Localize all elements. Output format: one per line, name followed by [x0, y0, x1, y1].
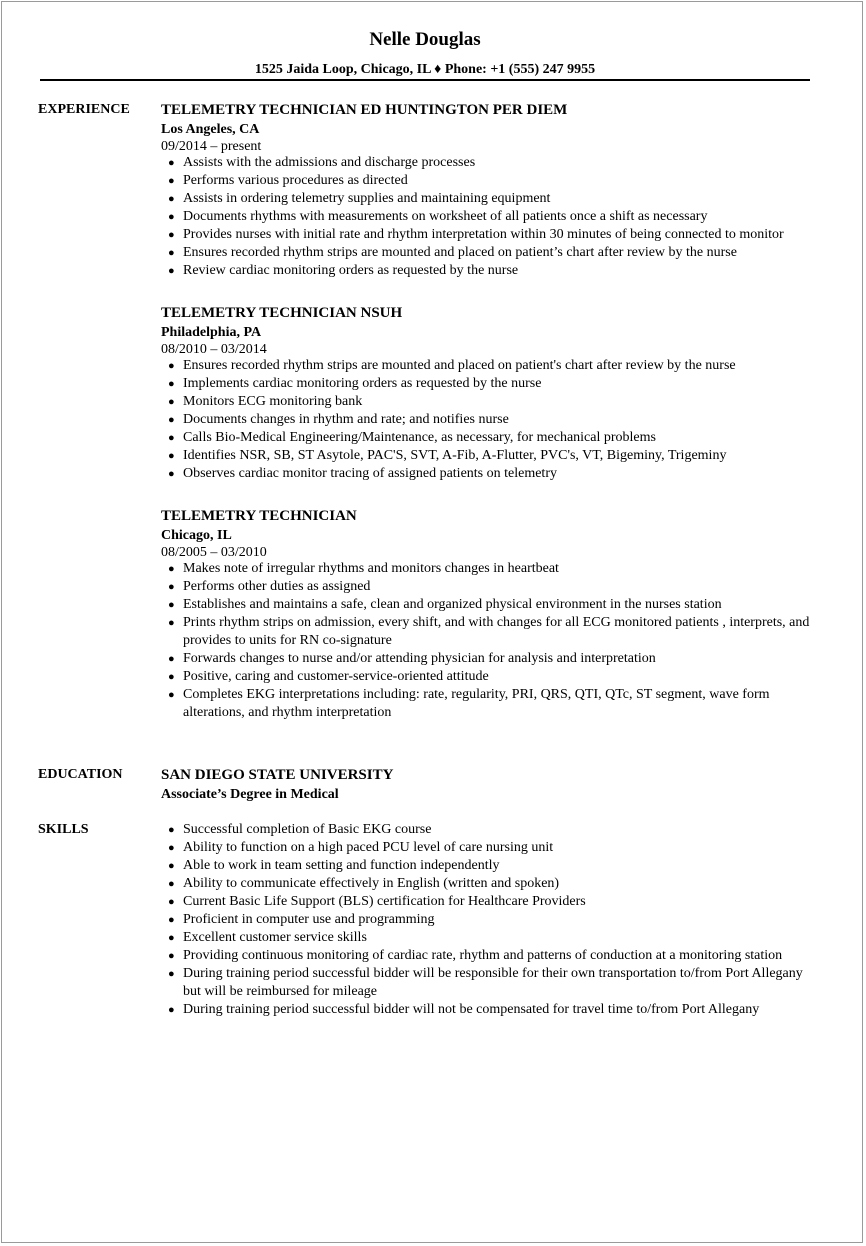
bullet-dot-icon: ●	[168, 653, 175, 665]
section-label-experience: EXPERIENCE	[38, 102, 130, 117]
bullet-text: Proficient in computer use and programming	[183, 912, 435, 927]
bullet-dot-icon: ●	[168, 247, 175, 259]
bullet-dot-icon: ●	[168, 265, 175, 277]
bullet-text: Observes cardiac monitor tracing of assigned patients on telemetry	[183, 466, 557, 481]
experience-list	[161, 101, 811, 746]
degree-name: Associate’s Degree in Medical	[161, 787, 339, 802]
job-dates: 09/2014 – present	[161, 139, 262, 154]
bullet-text: Review cardiac monitoring orders as requested by the nurse	[183, 263, 519, 278]
resume-header	[0, 27, 850, 79]
bullet-text: Completes EKG interpretations including: rate, regularity, PRI, QRS, QTI, QTc, ST segment, wave form alterations, and rhythm interpretation	[183, 687, 770, 720]
list-item	[168, 429, 811, 447]
job-entry	[161, 101, 811, 280]
job-bullets	[161, 357, 811, 483]
list-item	[168, 465, 811, 483]
list-item	[168, 226, 811, 244]
bullet-dot-icon: ●	[168, 950, 175, 962]
bullet-text: Assists with the admissions and discharge processes	[183, 155, 476, 170]
bullet-text: Assists in ordering telemetry supplies and maintaining equipment	[183, 191, 551, 206]
list-item	[168, 357, 811, 375]
candidate-name: Nelle Douglas	[369, 29, 481, 50]
list-item	[168, 650, 811, 668]
bullet-dot-icon: ●	[168, 824, 175, 836]
list-item	[168, 190, 811, 208]
bullet-text: Providing continuous monitoring of cardiac rate, rhythm and patterns of conduction at a monitoring station	[183, 948, 783, 963]
job-entry	[161, 304, 811, 483]
list-item	[168, 821, 811, 839]
section-label-education: EDUCATION	[38, 767, 123, 782]
list-item	[168, 1001, 811, 1019]
list-item	[168, 393, 811, 411]
bullet-dot-icon: ●	[168, 617, 175, 629]
bullet-text: Implements cardiac monitoring orders as requested by the nurse	[183, 376, 542, 391]
list-item	[168, 965, 811, 1001]
job-location: Chicago, IL	[161, 528, 232, 543]
bullet-dot-icon: ●	[168, 396, 175, 408]
list-item	[168, 596, 811, 614]
bullet-dot-icon: ●	[168, 599, 175, 611]
skills-bullets	[161, 821, 811, 1019]
list-item	[168, 614, 811, 650]
bullet-dot-icon: ●	[168, 229, 175, 241]
bullet-text: Documents rhythms with measurements on worksheet of all patients once a shift as necessary	[183, 209, 708, 224]
list-item	[168, 893, 811, 911]
bullet-text: Performs other duties as assigned	[183, 579, 371, 594]
bullet-dot-icon: ●	[168, 581, 175, 593]
bullet-dot-icon: ●	[168, 689, 175, 701]
bullet-text: Documents changes in rhythm and rate; and notifies nurse	[183, 412, 509, 427]
bullet-text: Excellent customer service skills	[183, 930, 367, 945]
job-location: Philadelphia, PA	[161, 325, 262, 340]
bullet-dot-icon: ●	[168, 914, 175, 926]
bullet-text: During training period successful bidder will be responsible for their own transportation to/from Port Allegany but will be reimbursed for mileage	[183, 966, 803, 999]
bullet-dot-icon: ●	[168, 968, 175, 980]
list-item	[168, 911, 811, 929]
list-item	[168, 172, 811, 190]
bullet-text: Establishes and maintains a safe, clean and organized physical environment in the nurses station	[183, 597, 722, 612]
bullet-dot-icon: ●	[168, 450, 175, 462]
bullet-dot-icon: ●	[168, 193, 175, 205]
bullet-dot-icon: ●	[168, 211, 175, 223]
bullet-dot-icon: ●	[168, 1004, 175, 1016]
job-entry	[161, 507, 811, 722]
bullet-dot-icon: ●	[168, 414, 175, 426]
job-dates: 08/2010 – 03/2014	[161, 342, 267, 357]
education-entry	[161, 766, 811, 804]
bullet-dot-icon: ●	[168, 878, 175, 890]
bullet-text: Successful completion of Basic EKG course	[183, 822, 432, 837]
bullet-dot-icon: ●	[168, 932, 175, 944]
skills-list	[161, 821, 811, 1019]
bullet-text: Identifies NSR, SB, ST Asytole, PAC'S, SVT, A-Fib, A-Flutter, PVC's, VT, Bigeminy, Trigeminy	[183, 448, 727, 463]
bullet-dot-icon: ●	[168, 378, 175, 390]
header-divider	[40, 79, 810, 81]
job-title: TELEMETRY TECHNICIAN ED HUNTINGTON PER DIEM	[161, 102, 568, 118]
list-item	[168, 929, 811, 947]
list-item	[168, 262, 811, 280]
bullet-dot-icon: ●	[168, 157, 175, 169]
job-bullets	[161, 560, 811, 722]
bullet-dot-icon: ●	[168, 842, 175, 854]
list-item	[168, 411, 811, 429]
list-item	[168, 447, 811, 465]
list-item	[168, 857, 811, 875]
job-bullets	[161, 154, 811, 280]
list-item	[168, 578, 811, 596]
list-item	[168, 208, 811, 226]
bullet-dot-icon: ●	[168, 860, 175, 872]
bullet-text: Calls Bio-Medical Engineering/Maintenance, as necessary, for mechanical problems	[183, 430, 656, 445]
list-item	[168, 560, 811, 578]
bullet-text: Ensures recorded rhythm strips are mounted and placed on patient’s chart after review by the nurse	[183, 245, 737, 260]
school-name: SAN DIEGO STATE UNIVERSITY	[161, 767, 394, 783]
bullet-text: Ability to communicate effectively in English (written and spoken)	[183, 876, 560, 891]
bullet-text: During training period successful bidder will not be compensated for travel time to/from Port Allegany	[183, 1002, 760, 1017]
list-item	[168, 668, 811, 686]
job-location: Los Angeles, CA	[161, 122, 260, 137]
bullet-text: Ability to function on a high paced PCU level of care nursing unit	[183, 840, 554, 855]
bullet-text: Makes note of irregular rhythms and monitors changes in heartbeat	[183, 561, 559, 576]
bullet-dot-icon: ●	[168, 432, 175, 444]
list-item	[168, 839, 811, 857]
bullet-text: Current Basic Life Support (BLS) certification for Healthcare Providers	[183, 894, 586, 909]
bullet-text: Performs various procedures as directed	[183, 173, 408, 188]
bullet-dot-icon: ●	[168, 468, 175, 480]
bullet-text: Forwards changes to nurse and/or attending physician for analysis and interpretation	[183, 651, 656, 666]
list-item	[168, 244, 811, 262]
job-title: TELEMETRY TECHNICIAN NSUH	[161, 305, 403, 321]
bullet-dot-icon: ●	[168, 175, 175, 187]
list-item	[168, 686, 811, 722]
bullet-dot-icon: ●	[168, 563, 175, 575]
bullet-dot-icon: ●	[168, 360, 175, 372]
bullet-text: Positive, caring and customer-service-oriented attitude	[183, 669, 489, 684]
section-label-skills: SKILLS	[38, 822, 89, 837]
job-title: TELEMETRY TECHNICIAN	[161, 508, 357, 524]
bullet-text: Provides nurses with initial rate and rhythm interpretation within 30 minutes of being connected to monitor	[183, 227, 784, 242]
bullet-text: Monitors ECG monitoring bank	[183, 394, 363, 409]
list-item	[168, 947, 811, 965]
bullet-dot-icon: ●	[168, 896, 175, 908]
list-item	[168, 875, 811, 893]
job-dates: 08/2005 – 03/2010	[161, 545, 267, 560]
bullet-text: Prints rhythm strips on admission, every shift, and with changes for all ECG monitored patients , interprets, and provides to units for RN co-signature	[183, 615, 810, 648]
bullet-text: Able to work in team setting and function independently	[183, 858, 500, 873]
list-item	[168, 375, 811, 393]
bullet-dot-icon: ●	[168, 671, 175, 683]
contact-line: 1525 Jaida Loop, Chicago, IL ♦ Phone: +1 (555) 247 9955	[254, 62, 596, 77]
list-item	[168, 154, 811, 172]
bullet-text: Ensures recorded rhythm strips are mounted and placed on patient's chart after review by the nurse	[183, 358, 736, 373]
